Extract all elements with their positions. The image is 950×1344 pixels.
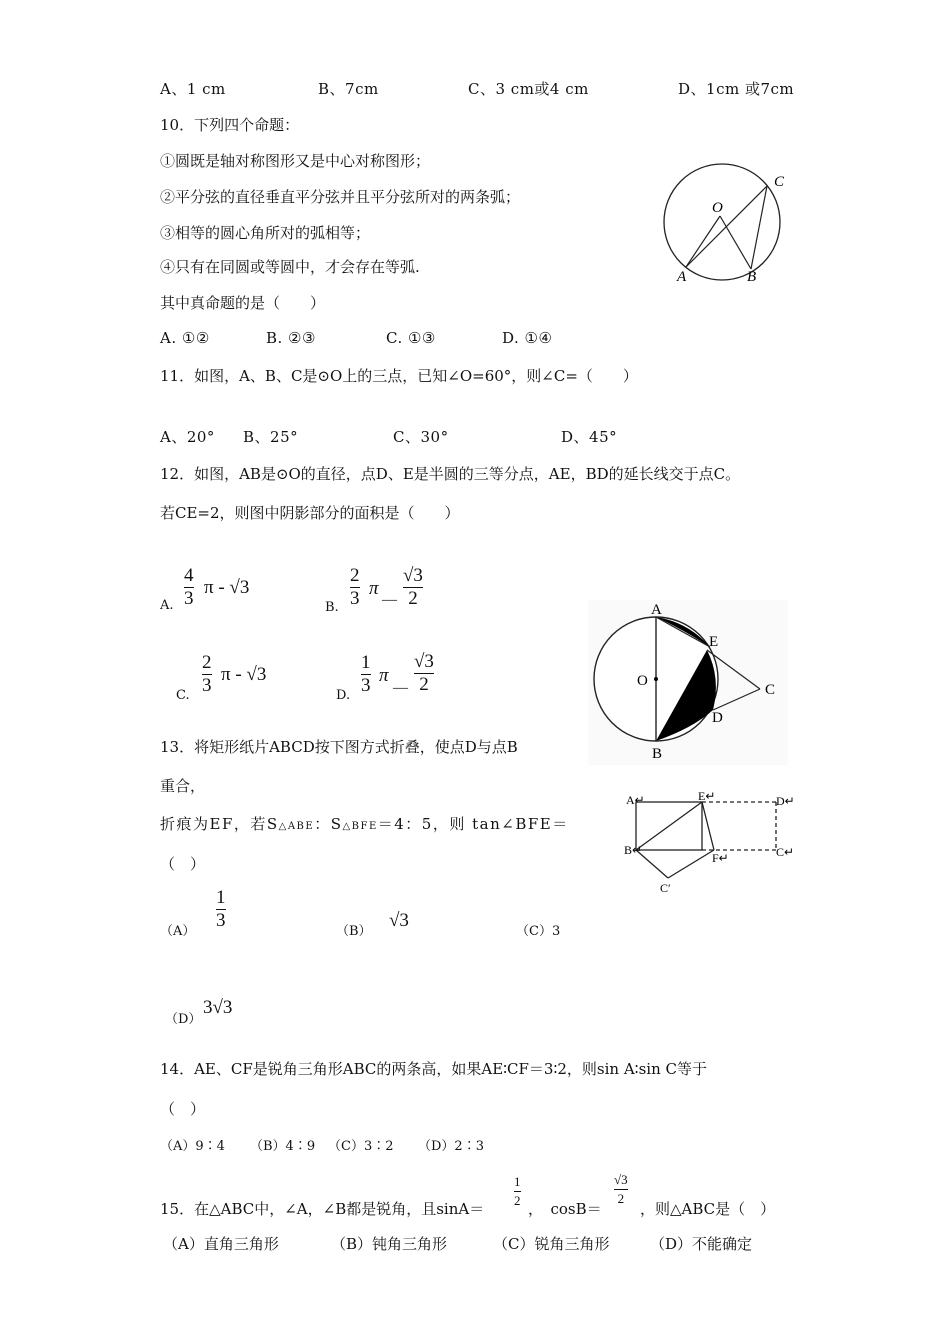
q9-option-d: D、1cm 或7cm bbox=[678, 80, 795, 98]
q12-option-b-sqrt-fraction: √3 2 bbox=[403, 565, 423, 609]
q11-option-c: C、30° bbox=[393, 428, 449, 446]
q12-line-2: 若CE=2，则图中阴影部分的面积是（ ） bbox=[160, 504, 460, 522]
q12-option-b-label: B. bbox=[325, 600, 339, 615]
q15-cos-fraction: √3 2 bbox=[614, 1172, 628, 1206]
q15-option-c: （C）锐角三角形 bbox=[493, 1235, 610, 1253]
q10-option-d: D. ①④ bbox=[502, 329, 553, 347]
q14-option-b: （B）4∶9 bbox=[250, 1139, 316, 1154]
q10-option-b: B. ②③ bbox=[266, 329, 316, 347]
q12-option-a-label: A. bbox=[160, 598, 174, 613]
q11-label-o: O bbox=[712, 200, 723, 216]
q13-option-d-label: （D） bbox=[165, 1012, 202, 1027]
q10-title: 10．下列四个命题： bbox=[160, 116, 300, 134]
q12-option-c-rest: π - √3 bbox=[221, 664, 267, 685]
q12-label-a: A bbox=[651, 602, 662, 618]
q13-option-a-fraction: 1 3 bbox=[216, 887, 226, 931]
q10-option-c: C. ①③ bbox=[386, 329, 436, 347]
q13-option-d-value: 3√3 bbox=[203, 997, 233, 1018]
q14-option-c: （C）3∶2 bbox=[328, 1139, 394, 1154]
q13-option-b-label: （B） bbox=[336, 924, 372, 939]
q13-fold-figure bbox=[618, 788, 808, 903]
q9-option-b: B、7cm bbox=[318, 80, 379, 98]
q11-label-b: B bbox=[747, 269, 757, 285]
q9-option-a: A、1 cm bbox=[160, 80, 226, 98]
q12-line-1: 12．如图，AB是⊙O的直径，点D、E是半圆的三等分点，AE，BD的延长线交于点C。 bbox=[160, 465, 741, 483]
q12-label-b: B bbox=[652, 746, 663, 762]
q12-option-c-fraction: 2 3 bbox=[202, 652, 212, 696]
q10-option-a: A. ①② bbox=[160, 329, 210, 347]
q12-label-o: O bbox=[637, 673, 648, 689]
q14-option-d: （D）2∶3 bbox=[418, 1139, 484, 1154]
q15-option-b: （B）钝角三角形 bbox=[331, 1235, 448, 1253]
q12-option-b-pi: π bbox=[369, 578, 379, 599]
q13-line-3: 折痕为EF，若S△ABE：S△BFE＝4：5，则 tan∠BFE＝ bbox=[160, 815, 569, 833]
q13-label-d: D↵ bbox=[776, 794, 795, 808]
q15-pre: 15．在△ABC中，∠A，∠B都是锐角，且sinA＝ bbox=[160, 1200, 485, 1218]
q15-option-d: （D）不能确定 bbox=[650, 1235, 753, 1253]
q10-item-3: ③相等的圆心角所对的弧相等； bbox=[160, 224, 371, 242]
q15-option-a: （A）直角三角形 bbox=[163, 1235, 279, 1253]
q12-option-a-fraction: 4 3 bbox=[184, 565, 194, 609]
q12-label-e: E bbox=[709, 634, 719, 650]
q12-label-c: C bbox=[765, 682, 776, 698]
q14-blank: （ ） bbox=[160, 1100, 206, 1118]
q12-option-b-fraction: 2 3 bbox=[350, 565, 360, 609]
q11-label-c: C bbox=[774, 174, 785, 190]
q13-option-c: （C）3 bbox=[516, 924, 561, 939]
q10-item-1: ①圆既是轴对称图形又是中心对称图形； bbox=[160, 152, 431, 170]
q13-option-b-value: √3 bbox=[389, 910, 409, 931]
q11-title: 11．如图，A、B、C是⊙O上的三点，已知∠O=60°，则∠C=（ ） bbox=[160, 367, 638, 385]
q12-label-d: D bbox=[712, 710, 723, 726]
q13-label-a: A↵ bbox=[626, 793, 645, 807]
q13-label-f: F↵ bbox=[712, 851, 729, 865]
q12-option-d-fraction: 1 3 bbox=[361, 652, 371, 696]
q12-option-b-dash: — bbox=[382, 592, 397, 608]
q15-sin-fraction: 1 2 bbox=[514, 1174, 521, 1208]
q13-label-c-prime: C′ bbox=[660, 881, 671, 895]
q10-question: 其中真命题的是（ ） bbox=[160, 294, 326, 312]
q12-option-d-label: D. bbox=[336, 688, 351, 703]
q12-option-c-label: C. bbox=[176, 688, 190, 703]
q13-label-c: C↵ bbox=[776, 845, 795, 859]
q12-semicircle-figure bbox=[588, 600, 788, 765]
q11-option-b: B、25° bbox=[243, 428, 299, 446]
q10-item-4: ④只有在同圆或等圆中，才会存在等弧. bbox=[160, 258, 420, 276]
q11-option-d: D、45° bbox=[561, 428, 618, 446]
q12-option-d-dash: — bbox=[393, 680, 408, 696]
q14-line-1: 14．AE、CF是锐角三角形ABC的两条高，如果AE∶CF＝3∶2，则sin A∶sin C等于 bbox=[160, 1060, 707, 1078]
q13-label-b: B↵ bbox=[624, 843, 643, 857]
q9-option-c: C、3 cm或4 cm bbox=[468, 80, 589, 98]
q12-option-d-sqrt-fraction: √3 2 bbox=[414, 651, 434, 695]
q15-post: ，则△ABC是（ ） bbox=[640, 1200, 776, 1218]
q14-option-a: （A）9∶4 bbox=[160, 1139, 225, 1154]
q15-mid: ， cosB＝ bbox=[528, 1200, 602, 1218]
q10-item-2: ②平分弦的直径垂直平分弦并且平分弦所对的两条弧； bbox=[160, 188, 521, 206]
q11-option-a: A、20° bbox=[160, 428, 215, 446]
q13-option-a-label: （A） bbox=[160, 924, 196, 939]
q13-label-e: E↵ bbox=[698, 789, 716, 803]
q13-line-1: 13．将矩形纸片ABCD按下图方式折叠，使点D与点B bbox=[160, 738, 518, 756]
q12-option-d-pi: π bbox=[379, 665, 389, 686]
q12-option-a-rest: π - √3 bbox=[204, 577, 250, 598]
q11-circle-figure bbox=[650, 160, 800, 290]
q13-blank: （ ） bbox=[160, 855, 206, 873]
q13-line-2: 重合， bbox=[160, 777, 206, 795]
q11-label-a: A bbox=[677, 269, 687, 285]
